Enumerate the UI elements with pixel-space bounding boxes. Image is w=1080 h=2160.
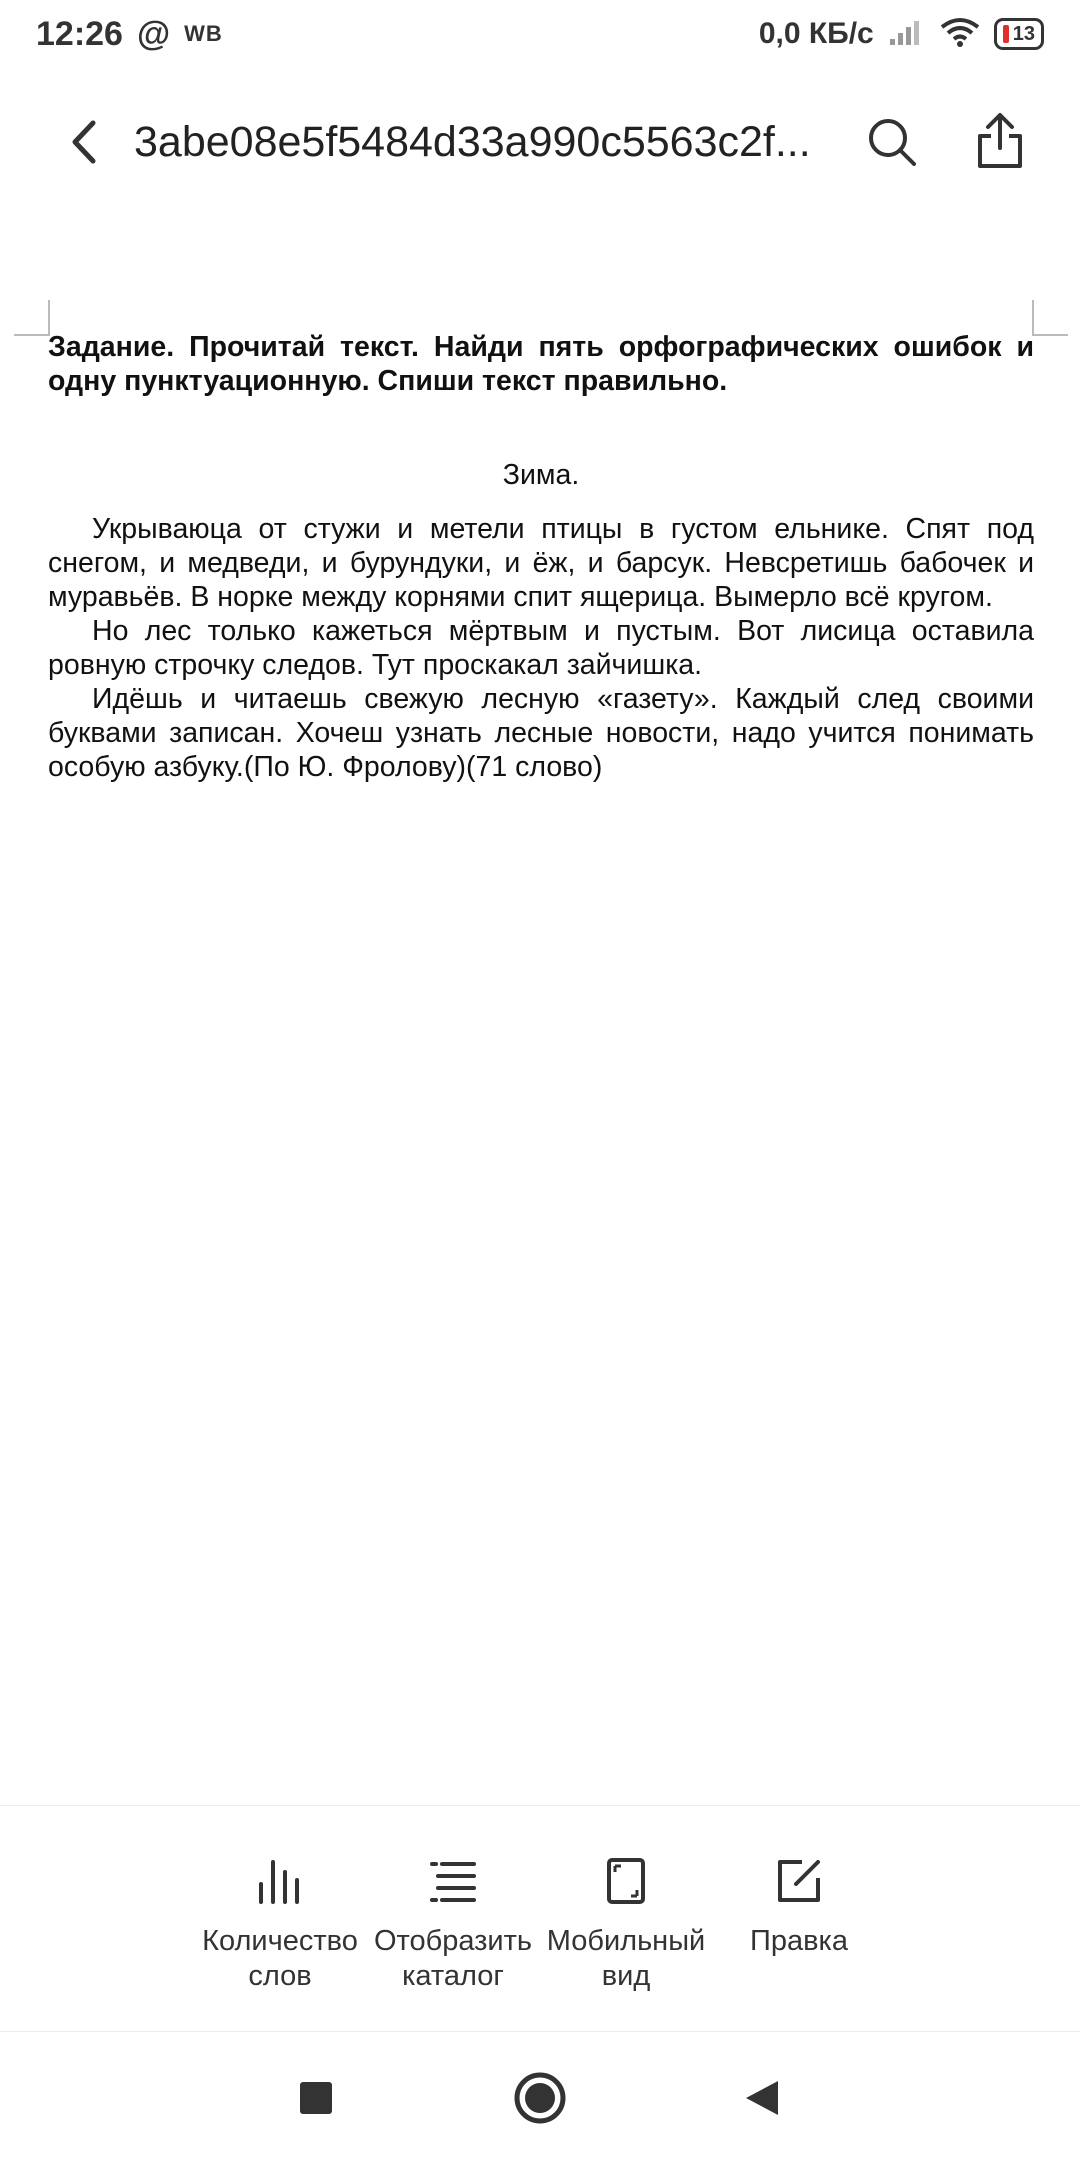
status-right (759, 17, 1044, 52)
mobile-view-label-line2: вид (601, 1960, 651, 1992)
show-catalog-button[interactable] (363, 1856, 543, 1994)
page-corner-mark-right (1032, 300, 1068, 336)
word-count-label-line1: Количество (202, 1925, 358, 1957)
list-icon (428, 1856, 478, 1906)
document-toolbar (0, 92, 1080, 192)
wb-notification-icon: WB (184, 21, 223, 46)
home-circle-icon (513, 2071, 567, 2125)
mobile-view-button[interactable] (536, 1856, 716, 1994)
word-count-label-line2: слов (248, 1960, 312, 1992)
page-corner-mark-left (14, 300, 50, 336)
edit-button[interactable] (709, 1856, 889, 1959)
battery-percent: 13 (1012, 22, 1035, 45)
at-icon: @ (136, 14, 171, 53)
system-navigation-bar (0, 2030, 1080, 2160)
show-catalog-label-line2: каталог (402, 1960, 504, 1992)
status-left (36, 15, 223, 54)
share-icon (975, 112, 1025, 170)
battery-icon (994, 18, 1044, 50)
home-button[interactable] (512, 2070, 568, 2126)
mobile-view-label-line1: Мобильный (546, 1925, 706, 1957)
edit-label-line1: Правка (750, 1925, 848, 1957)
show-catalog-label-line1: Отобразить (373, 1925, 533, 1957)
back-nav-button[interactable] (734, 2070, 790, 2126)
signal-icon (888, 17, 926, 52)
bar-chart-icon (255, 1856, 305, 1906)
share-button[interactable] (970, 108, 1030, 174)
chevron-left-icon (69, 119, 99, 165)
wifi-icon (940, 17, 980, 52)
edit-icon (774, 1856, 824, 1906)
status-bar (0, 0, 1080, 68)
paragraph: Но лес только кажеться мёртвым и пустым. Вот лисица оставила ровную строчку следов. Тут проскакал зайчишка. (48, 615, 1034, 681)
back-triangle-icon (742, 2077, 782, 2119)
back-button[interactable] (56, 114, 112, 170)
document-title: 3abe08e5f5484d33a990c5563c2f... (134, 118, 811, 166)
status-time: 12:26 (36, 14, 123, 53)
square-icon (296, 2078, 336, 2118)
task-text: Задание. Прочитай текст. Найди пять орфографических ошибок и одну пунктуационную. Спиши текст правильно. (48, 331, 1034, 397)
network-speed: 0,0 КБ/с (758, 17, 874, 50)
document-content (48, 330, 1034, 784)
recent-apps-button[interactable] (288, 2070, 344, 2126)
word-count-button[interactable] (190, 1856, 370, 1994)
search-button[interactable] (862, 112, 922, 172)
frame-icon (601, 1856, 651, 1906)
paragraph: Идёшь и читаешь свежую лесную «газету». Каждый след своими буквами записан. Хочеш узнать лесные новости, надо учится понимать особую азбуку.(По Ю. Фролову)(71 слово) (48, 683, 1034, 783)
text-heading: Зима. (502, 459, 580, 491)
paragraph: Укрываюца от стужи и метели птицы в густом ельнике. Спят под снегом, и медведи, и бурундуки, и ёж, и барсук. Невсретишь бабочек и муравьёв. В норке между корнями спит ящерица. Вымерло всё кругом. (48, 513, 1034, 613)
bottom-action-bar (0, 1805, 1080, 2032)
battery-level-fill (1003, 25, 1009, 43)
search-icon (866, 116, 918, 168)
